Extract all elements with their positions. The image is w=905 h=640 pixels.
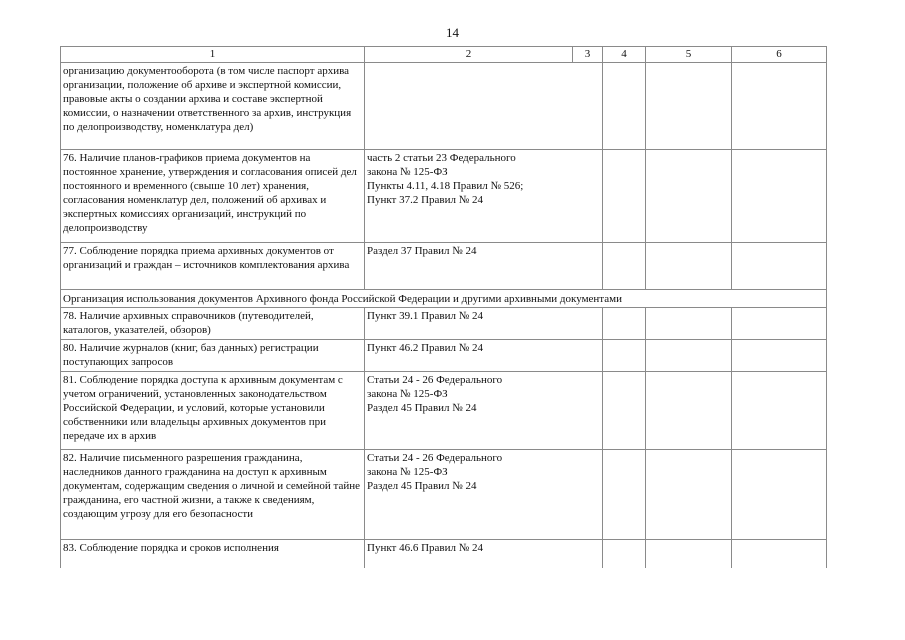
requirement-cell: Пункт 39.1 Правил № 24 — [365, 308, 603, 340]
header-col-3: 3 — [573, 47, 603, 63]
empty-cell — [603, 372, 646, 450]
empty-cell — [646, 308, 732, 340]
empty-cell — [732, 340, 827, 372]
empty-cell — [603, 308, 646, 340]
requirement-cell: Пункт 46.6 Правил № 24 — [365, 540, 603, 568]
table-row — [61, 63, 827, 150]
question-cell: 78. Наличие архивных справочников (путеводителей, каталогов, указателей, обзоров) — [61, 308, 365, 340]
header-col-2: 2 — [365, 47, 573, 63]
empty-cell — [732, 540, 827, 568]
empty-cell — [603, 150, 646, 243]
empty-cell — [603, 63, 646, 150]
empty-cell — [732, 450, 827, 540]
section-title: Организация использования документов Архивного фонда Российской Федерации и другими архивными документами — [61, 290, 827, 308]
empty-cell — [603, 540, 646, 568]
checklist-table — [60, 46, 827, 568]
empty-cell — [603, 243, 646, 290]
question-cell: организацию документооборота (в том числе паспорт архива организации, положение об архиве и экспертной комиссии, правовые акты о создании архива и составе экспертной комиссии, о назначении ответственного за архив, инструкция по делопроизводству, номенклатура дел) — [61, 63, 365, 150]
empty-cell — [646, 63, 732, 150]
empty-cell — [603, 340, 646, 372]
requirement-cell: часть 2 статьи 23 Федерального закона № 125-ФЗ Пункты 4.11, 4.18 Правил № 526; Пункт 37.2 Правил № 24 — [365, 150, 603, 243]
header-col-5: 5 — [646, 47, 732, 63]
question-cell: 80. Наличие журналов (книг, баз данных) регистрации поступающих запросов — [61, 340, 365, 372]
table-row — [61, 540, 827, 568]
question-cell: 81. Соблюдение порядка доступа к архивным документам с учетом ограничений, установленных законодательством Российской Федерации, и условий, которые установили собственники или владельцы архивных документов при передаче их в архив — [61, 372, 365, 450]
table-row — [61, 372, 827, 450]
table-row — [61, 150, 827, 243]
empty-cell — [732, 308, 827, 340]
empty-cell — [646, 243, 732, 290]
empty-cell — [646, 372, 732, 450]
table-row — [61, 308, 827, 340]
question-cell: 77. Соблюдение порядка приема архивных документов от организаций и граждан – источников комплектования архива — [61, 243, 365, 290]
empty-cell — [732, 372, 827, 450]
empty-cell — [732, 150, 827, 243]
question-cell: 82. Наличие письменного разрешения гражданина, наследников данного гражданина на доступ к архивным документам, содержащим сведения о личной и семейной тайне гражданина, его частной жизни, а также к сведениям, создающим угрозу для его безопасности — [61, 450, 365, 540]
table-row — [61, 450, 827, 540]
header-col-1: 1 — [61, 47, 365, 63]
empty-cell — [732, 63, 827, 150]
empty-cell — [646, 150, 732, 243]
requirement-cell: Пункт 46.2 Правил № 24 — [365, 340, 603, 372]
question-cell: 83. Соблюдение порядка и сроков исполнения — [61, 540, 365, 568]
table-row — [61, 340, 827, 372]
header-col-4: 4 — [603, 47, 646, 63]
table-row — [61, 243, 827, 290]
empty-cell — [646, 540, 732, 568]
empty-cell — [646, 450, 732, 540]
empty-cell — [646, 340, 732, 372]
header-col-6: 6 — [732, 47, 827, 63]
requirement-cell: Раздел 37 Правил № 24 — [365, 243, 603, 290]
requirement-cell: Статьи 24 - 26 Федерального закона № 125-ФЗ Раздел 45 Правил № 24 — [365, 450, 603, 540]
requirement-cell: Статьи 24 - 26 Федерального закона № 125-ФЗ Раздел 45 Правил № 24 — [365, 372, 603, 450]
header-row — [61, 47, 827, 63]
empty-cell — [603, 450, 646, 540]
empty-cell — [732, 243, 827, 290]
section-row — [61, 290, 827, 308]
requirement-cell — [365, 63, 603, 150]
question-cell: 76. Наличие планов-графиков приема документов на постоянное хранение, утверждения и согласования описей дел постоянного и временного (свыше 10 лет) хранения, согласования номенклатур дел, положений об архивах и экспертных комиссиях организаций, инструкций по делопроизводству — [61, 150, 365, 243]
page-number: 14 — [446, 25, 459, 40]
